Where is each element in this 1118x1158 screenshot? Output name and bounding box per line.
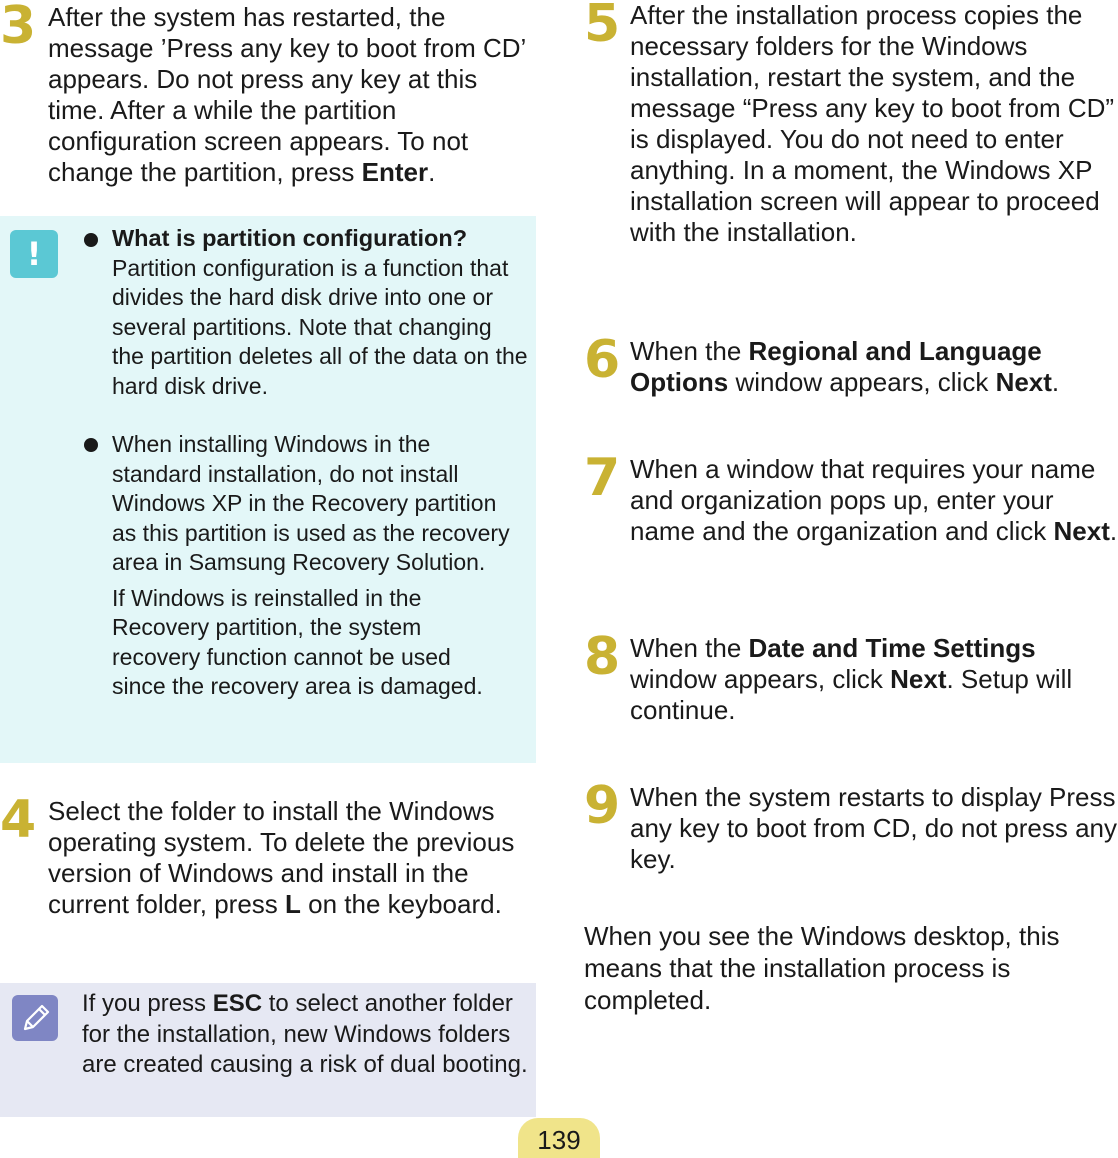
caution-paragraph: When installing Windows in the standard installation, do not install Windows XP in the Recovery partition as this partition is used as the recovery area in Samsung Recovery Solution. <box>112 431 510 575</box>
step-text: Select the folder to install the Windows operating system. To delete the previous version of Windows and install in the current folder, press L on the keyboard. <box>48 796 515 919</box>
bullet-icon <box>84 233 98 247</box>
step-number: 7 <box>584 448 621 508</box>
step-text: When the Regional and Language Options window appears, click Next. <box>630 336 1060 397</box>
caution-paragraph: Partition configuration is a function that divides the hard disk drive into one or several partitions. Note that changing the partition deletes all of the data on the hard disk drive. <box>112 254 528 399</box>
caution-heading: What is partition configuration? <box>112 225 468 251</box>
step-text: When a window that requires your name and organization pops up, enter your name and the organization and click Next. <box>630 454 1118 546</box>
step-number: 3 <box>0 0 37 56</box>
step-number: 8 <box>584 627 621 687</box>
caution-paragraph: If Windows is reinstalled in the Recovery partition, the system recovery function cannot be used since the recovery area is damaged. <box>112 584 483 699</box>
step-number: 6 <box>584 330 621 390</box>
page-number: 139 <box>537 1125 581 1155</box>
caution-box <box>0 216 536 763</box>
note-text: If you press ESC to select another folder for the installation, new Windows folders are created causing a risk of dual booting. <box>82 990 528 1078</box>
step-number: 9 <box>584 776 621 836</box>
step-number: 4 <box>0 790 37 850</box>
bullet-icon <box>84 438 98 452</box>
caution-section-2 <box>112 430 512 702</box>
page-number-tab <box>518 1118 600 1158</box>
closing-paragraph: When you see the Windows desktop, this means that the installation process is completed. <box>584 921 1060 1015</box>
note-box <box>0 983 536 1117</box>
pencil-icon <box>12 995 58 1041</box>
exclamation-icon: ! <box>10 230 58 278</box>
step-text: After the system has restarted, the message ’Press any key to boot from CD’ appears. Do not press any key at this time. After a while the partition configuration screen appears. To not change the partition, press Enter. <box>48 2 526 187</box>
step-text: When the Date and Time Settings window appears, click Next. Setup will continue. <box>630 633 1073 725</box>
step-number: 5 <box>584 0 621 54</box>
step-text: When the system restarts to display Press any key to boot from CD, do not press any key. <box>630 782 1118 874</box>
step-text: After the installation process copies the necessary folders for the Windows installation, restart the system, and the message “Press any key to boot from CD” is displayed. You do not need to enter anything. In a moment, the Windows XP installation screen will appear to proceed with the installation. <box>630 0 1115 247</box>
caution-section-1 <box>112 224 530 401</box>
